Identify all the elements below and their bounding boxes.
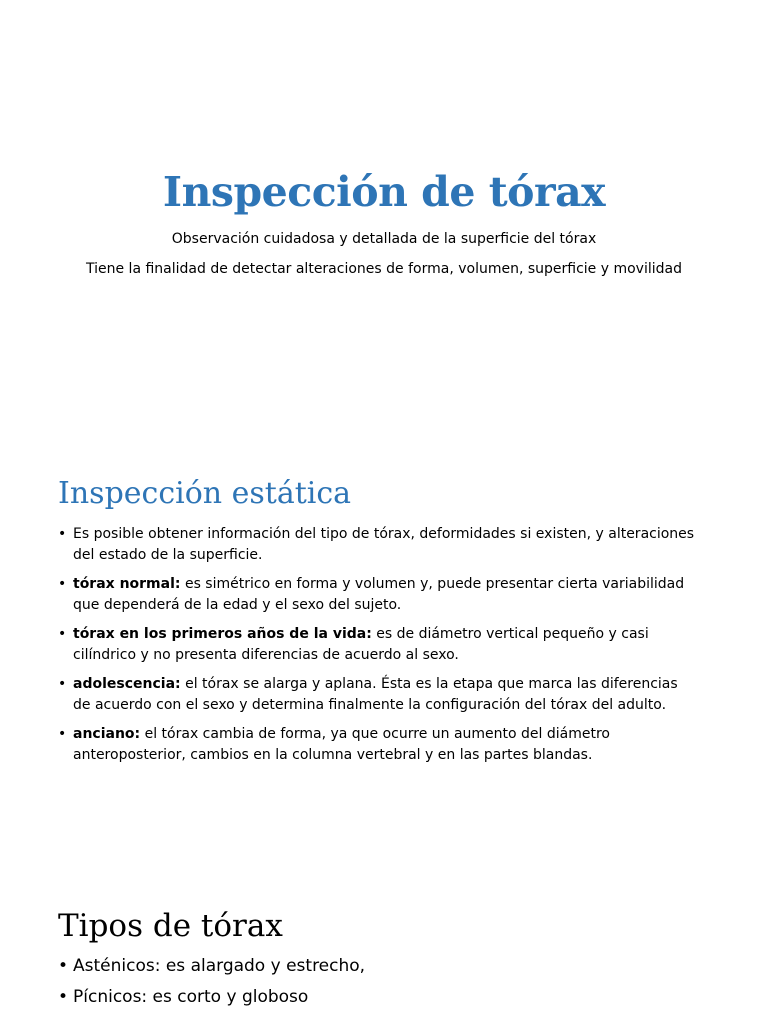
bullet-icon: • [58, 956, 69, 976]
list-item-term: adolescencia: [73, 676, 181, 692]
bullet-icon: • [58, 726, 67, 742]
list-item [58, 724, 698, 766]
bullet-list [58, 954, 738, 1016]
section-heading: Inspección estática [58, 476, 352, 511]
slide-static-inspection [0, 432, 768, 864]
list-item-term: anciano: [73, 726, 141, 742]
bullet-icon: • [58, 987, 69, 1007]
list-item [58, 954, 738, 978]
list-item-text: es de diámetro vertical pequeño y casi cilíndrico y no presenta diferencias de acuerdo al sexo. [73, 626, 649, 663]
list-item-term: tórax en los primeros años de la vida: [73, 626, 372, 642]
subtitle-line-2: Tiene la finalidad de detectar alteraciones de forma, volumen, superficie y movilidad [86, 261, 682, 277]
bullet-icon: • [58, 626, 67, 642]
page-title: Inspección de tórax [162, 168, 606, 216]
list-item-text: el tórax se alarga y aplana. Ésta es la etapa que marca las diferencias de acuerdo con el sexo y determina finalmente la configuración del tórax del adulto. [73, 676, 678, 713]
list-item [58, 985, 738, 1009]
list-item [58, 524, 698, 566]
section-heading: Tipos de tórax [58, 908, 283, 944]
list-item [58, 674, 698, 716]
bullet-icon: • [58, 576, 67, 592]
slide-title [0, 0, 768, 432]
list-item-text: el tórax cambia de forma, ya que ocurre un aumento del diámetro anteroposterior, cambios en la columna vertebral y en las partes blandas. [73, 726, 610, 763]
list-item-text: Asténicos: es alargado y estrecho, [73, 956, 366, 976]
list-item-text: Pícnicos: es corto y globoso [73, 987, 309, 1007]
list-item-text: Es posible obtener información del tipo de tórax, deformidades si existen, y alteraciones del estado de la superficie. [73, 526, 695, 563]
subtitle-line-1: Observación cuidadosa y detallada de la superficie del tórax [171, 231, 597, 247]
bullet-icon: • [58, 676, 67, 692]
slide-thorax-types [0, 864, 768, 1024]
bullet-list [58, 524, 698, 774]
bullet-icon: • [58, 526, 67, 542]
list-item [58, 574, 698, 616]
list-item [58, 624, 698, 666]
list-item-term: tórax normal: [73, 576, 181, 592]
list-item-text: es simétrico en forma y volumen y, puede presentar cierta variabilidad que dependerá de la edad y el sexo del sujeto. [73, 576, 685, 613]
